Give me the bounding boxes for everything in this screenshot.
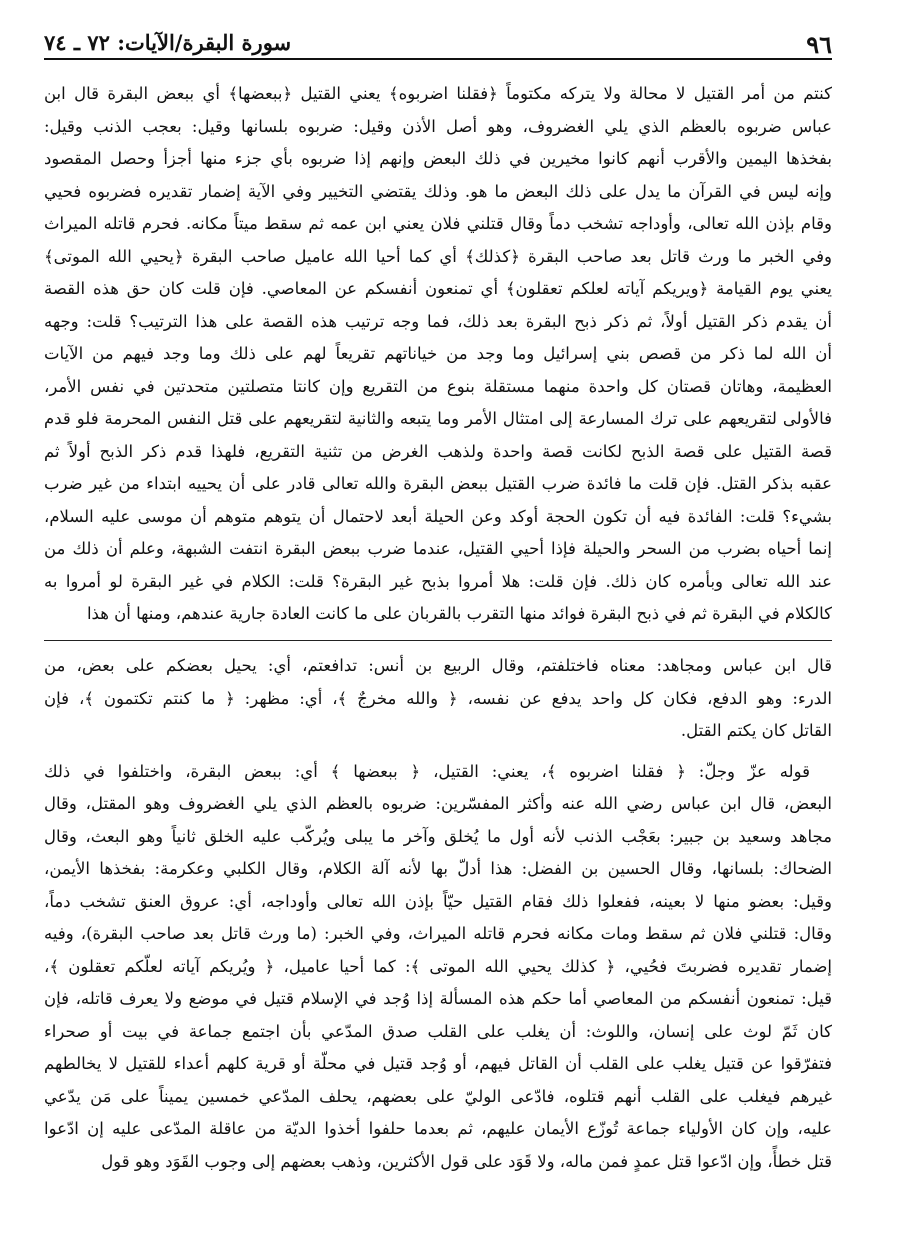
main-text [44,78,832,631]
main-line: بشيء؟ قلت: الفائدة فيه أن تكون الحجة أوكد وعن الحيلة أبعد لاحتمال أن يتوهم متوهم أن موسى عليه السلام، [44,506,832,526]
section-divider [44,640,832,641]
main-line: إنما أحياه بضرب من السحر والحيلة فإذا أحيي القتيل، عندما ضرب ببعض البقرة انتفت الشبهة، وعلم أن ذلك من [44,539,832,558]
commentary-line: قتل خطأً، وإن ادّعوا قتل عمدٍ فمن ماله، ولا قَوَد على قول الأكثرين، وذهب بعضهم إلى وجوب القَوَد وهو قول [101,1151,832,1171]
main-line: العظيمة، وهاتان قصتان كل واحدة منهما مستقلة بنوع من التقريع وإن كانتا متصلتين متحدتين في نفس الأمر، [44,376,832,396]
running-title: سورة البقرة/الآيات: ٧٢ ـ ٧٤ [44,30,292,55]
main-line: أن الله لما ذكر من قصص بني إسرائيل وما وجد من خياناتهم تقريعاً لهم على ذلك وما وجد فيهم من الآيات [44,344,832,363]
commentary-text [44,650,832,1178]
main-line: وقام بإذن الله تعالى، وأوداجه تشخب دماً وقال قتلني فلان يعني ابن عمه ثم سقط ميتاً مكانه. فحرم قاتله الميراث [44,214,832,233]
main-line: قصة القتيل على قصة الذبح لكانت قصة واحدة ولذهب الغرض من تثنية التقريع، فلهذا قدم ذكر الذبح أولاً ثم [44,441,832,461]
main-line: بفخذها اليمين والأقرب أنهم كانوا مخيرين في ذلك البعض وإنهم إذا ضربوه بأي جزء منها أجزأ وحصل المقصود [44,149,832,168]
main-line: عند الله تعالى وبأمره كان ذلك. فإن قلت: هلا أمروا بذبح غير البقرة؟ قلت: الكلام في غير البقرة لو أمروا به [44,571,832,591]
commentary-line: كان ثَمّ لوث على إنسان، واللوث: أن يغلب على القلب صدق المدّعي بأن اجتمع جماعة في بيت أو صحراء [44,1021,832,1041]
commentary-line: قيل: تمنعون أنفسكم من المعاصي أما حكم هذه المسألة إذا وُجد في الإسلام قتيل في موضع ولا يعرف قاتله، فإن [44,989,832,1008]
main-line: يعني يوم القيامة ﴿ويريكم آياته لعلكم تعقلون﴾ أي تمنعون أنفسكم عن المعاصي. فإن قلت كان حق هذه القصة [44,279,832,298]
main-line: وفي الخبر ما ورث قاتل بعد صاحب البقرة ﴿كذلك﴾ أي كما أحيا الله عاميل صاحب البقرة ﴿يحيي الله الموتى﴾ [44,246,832,266]
commentary-line: وقال: قتلني فلان ثم سقط ومات مكانه فحرم قاتله الميراث، وفي الخبر: (ما ورث قاتل بعد صاحب البقرة)، وفيه [44,924,832,943]
main-line: وإنه ليس في القرآن ما يدل على ذلك البعض ما هو. وذلك يقتضي التخيير وفي الآية إضمار تقديره فضربوه فحيي [44,181,832,201]
page-header [44,30,832,60]
commentary-line: غيرهم فيغلب على القلب أنهم قتلوه، فادّعى الوليّ على بعضهم، يحلف المدّعي خمسين يميناً على مَن يدّعي [44,1086,832,1106]
commentary-line: قوله عزّ وجلّ: ﴿ فقلنا اضربوه ﴾، يعني: القتيل، ﴿ ببعضها ﴾ أي: ببعض البقرة، واختلفوا في ذلك [44,761,810,781]
commentary-line: إضمار تقديره فضربتَ فحُيي، ﴿ كذلك يحيي الله الموتى ﴾: كما أحيا عاميل، ﴿ ويُريكم آياته لعلّكم تعقلون ﴾، [44,956,832,976]
header-rule [44,58,832,60]
main-line: كالكلام في البقرة ثم في ذبح البقرة فوائد منها التقرب بالقربان على ما كانت العادة جارية عندهم، ومنها أن هذا [86,604,832,623]
commentary-line: مجاهد وسعيد بن جبير: بعَجْب الذنب لأنه أول ما يُخلق وآخر ما يبلى ويُركّب عليه الخلق ثانياً وهو البعث، وقال [44,826,832,846]
commentary-line: قال ابن عباس ومجاهد: معناه فاختلفتم، وقال الربيع بن أنس: تدافعتم، أي: يحيل بعضكم على بعض، من [44,656,832,675]
commentary-line: القاتل كان يكتم القتل. [680,721,832,740]
main-line: كنتم من أمر القتيل لا محالة ولا يتركه مكتوماً ﴿فقلنا اضربوه﴾ يعني القتيل ﴿ببعضها﴾ أي ببعض البقرة قال ابن [44,84,832,103]
commentary-line: البعض، قال ابن عباس رضي الله عنه وأكثر المفسّرين: ضربوه بالعظم الذي يلي الغضروف وهو المقتل، وقال [44,794,832,813]
commentary-line: الضحاك: بلسانها، وقال الحسين بن الفضل: هذا أدلّ بها لأنه آلة الكلام، وقال الكلبي وعكرمة: بفخذها الأيمن، [44,859,832,878]
commentary-line: عليه، وإن كان الأولياء جماعة تُوزّع الأيمان عليهم، ثم بعدما حلفوا أخذوا الديّة من عاقلة المدّعى عليه إن ادّعوا [44,1119,832,1138]
main-line: عباس ضربوه بالعظم الذي يلي الغضروف، وهو أصل الأذن وقيل: ضربوه بلسانها وقيل: بعجب الذنب وقيل: [44,116,832,136]
page-number: ٩٦ [806,30,832,59]
main-line: عقبه بذكر القتل. فإن قلت ما فائدة ضرب القتيل ببعض البقرة والله تعالى قادر على أن يحييه ابتداء من غير ضرب [44,474,832,493]
main-line: أن يقدم ذكر القتيل أولاً، ثم ذكر ذبح البقرة بعد ذلك، فما وجه ترتيب هذه القصة على هذا الترتيب؟ قلت: وجهه [44,311,832,331]
commentary-line: وقيل: بعضو منها لا بعينه، ففعلوا ذلك فقام القتيل حيّاً بإذن الله تعالى وأوداجه، أي: عروق العنق تشخب دماً، [44,891,832,911]
commentary-line: الدرء: وهو الدفع، فكان كل واحد يدفع عن نفسه، ﴿ والله مخرجٌ ﴾، أي: مظهر: ﴿ ما كنتم تكتمون ﴾، فإن [44,688,832,708]
main-line: فالأولى لتقريعهم على ترك المسارعة إلى امتثال الأمر وما يتبعه والثانية لتقريعهم على قتل النفس المحرمة فلو قدم [44,409,832,428]
commentary-line: فتفرّقوا عن قتيل يغلب على القلب أن القاتل فيهم، أو وُجد قتيل في محلّة أو قرية كلهم أعداء للقتيل لا يخالطهم [44,1054,832,1073]
